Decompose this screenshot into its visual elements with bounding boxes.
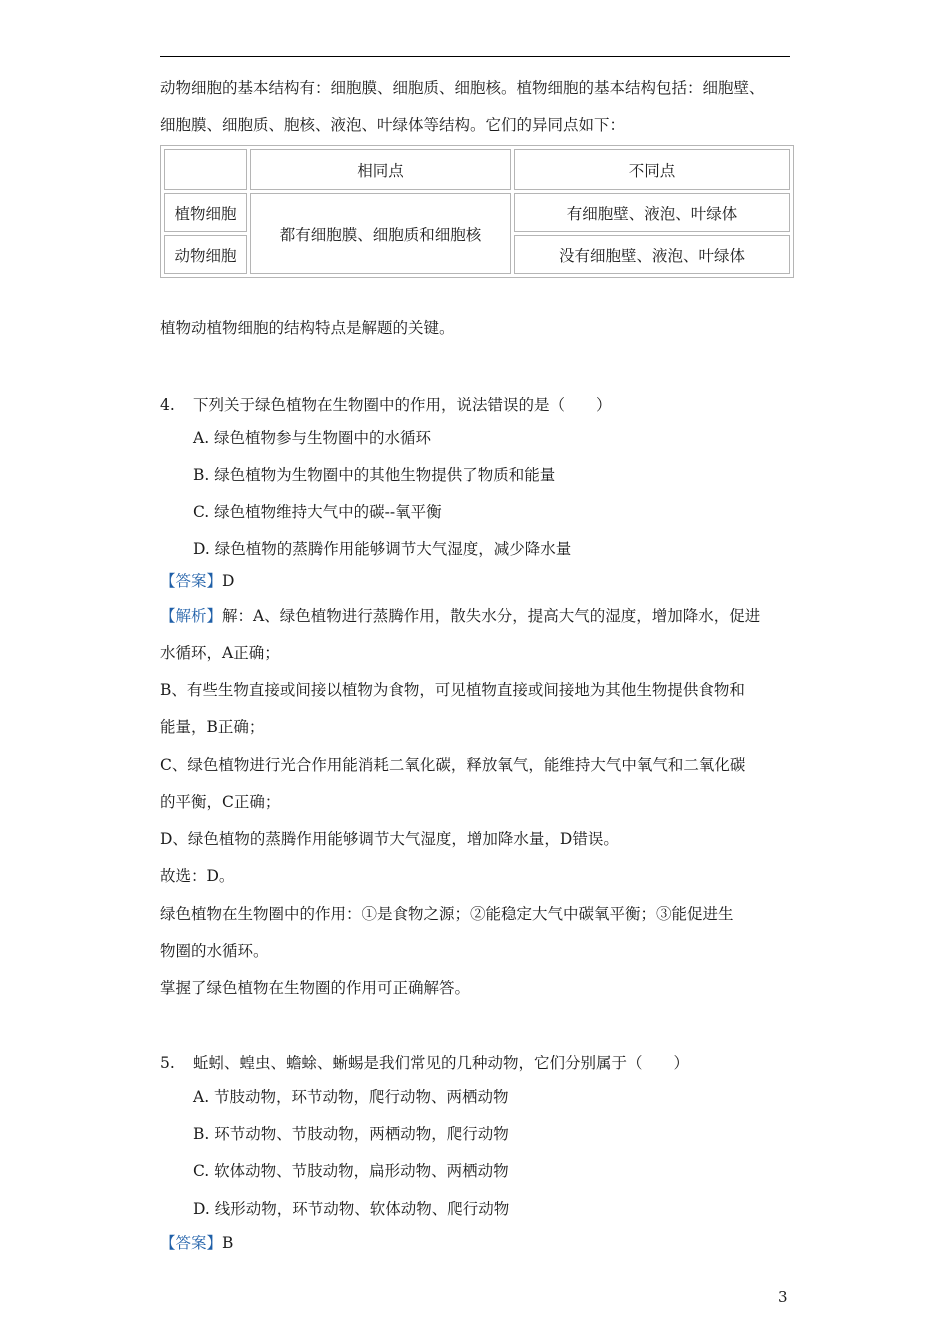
q4-option-b: B. 绿色植物为生物圈中的其他生物提供了物质和能量 [193,466,556,484]
header-rule [160,56,790,57]
page-number: 3 [778,1288,788,1306]
intro-line-1: 动物细胞的基本结构有：细胞膜、细胞质、细胞核。植物细胞的基本结构包括：细胞壁、 [160,79,765,97]
comparison-table [160,145,794,278]
table-diff-animal: 没有细胞壁、液泡、叶绿体 [514,235,790,274]
table-corner-cell [164,149,247,190]
q4-analysis-tag: 【解析】 [160,607,223,625]
q5-answer-tag: 【答案】 [160,1234,223,1252]
q5-option-c: C. 软体动物、节肢动物，扁形动物、两栖动物 [193,1162,509,1180]
q5-stem: 蚯蚓、蝗虫、蟾蜍、蜥蜴是我们常见的几种动物，它们分别属于（ ） [193,1054,690,1072]
q4-answer [160,571,234,591]
q4-analysis-line-6: 的平衡，C正确； [160,793,281,811]
q4-option-d: D. 绿色植物的蒸腾作用能够调节大气湿度，减少降水量 [193,540,572,558]
q4-analysis-line-1 [160,606,760,626]
q4-analysis-line-2: 水循环，A正确； [160,644,280,662]
intro-line-2: 细胞膜、细胞质、胞核、液泡、叶绿体等结构。它们的异同点如下： [160,116,626,134]
q4-option-a: A. 绿色植物参与生物圈中的水循环 [193,429,432,447]
table-row-label-plant: 植物细胞 [164,193,247,232]
table-diff-plant: 有细胞壁、液泡、叶绿体 [514,193,790,232]
table-same-cell: 都有细胞膜、细胞质和细胞核 [250,193,511,274]
q4-analysis-line-8: 故选：D。 [160,867,235,885]
table-row-label-animal: 动物细胞 [164,235,247,274]
q4-analysis-line-5: C、绿色植物进行光合作用能消耗二氧化碳，释放氧气，能维持大气中氧气和二氧化碳 [160,756,746,774]
q5-option-a: A. 节肢动物，环节动物，爬行动物、两栖动物 [193,1088,509,1106]
table-header-diff: 不同点 [514,149,790,190]
key-point-text: 植物动植物细胞的结构特点是解题的关键。 [160,319,455,337]
q4-analysis-line-7: D、绿色植物的蒸腾作用能够调节大气湿度，增加降水量，D错误。 [160,830,619,848]
q4-analysis-line-10: 物圈的水循环。 [160,942,269,960]
q4-analysis-line-3: B、有些生物直接或间接以植物为食物，可见植物直接或间接地为其他生物提供食物和 [160,681,745,699]
q5-option-d: D. 线形动物，环节动物、软体动物、爬行动物 [193,1200,510,1218]
q4-stem: 下列关于绿色植物在生物圈中的作用，说法错误的是（ ） [193,396,612,414]
q4-answer-value: D [222,572,235,590]
q4-answer-tag: 【答案】 [160,572,223,590]
q5-answer-value: B [222,1234,234,1252]
q5-number: 5. [160,1054,175,1072]
table-header-same: 相同点 [250,149,511,190]
q4-analysis-line-4: 能量，B正确； [160,718,265,736]
q4-analysis-line-11: 掌握了绿色植物在生物圈的作用可正确解答。 [160,979,471,997]
q4-option-c: C. 绿色植物维持大气中的碳--氧平衡 [193,503,442,521]
q4-analysis-line-9: 绿色植物在生物圈中的作用：①是食物之源；②能稳定大气中碳氧平衡；③能促进生 [160,905,734,923]
q4-analysis-text-1: 解：A、绿色植物进行蒸腾作用，散失水分，提高大气的湿度，增加降水，促进 [222,607,761,625]
q4-number: 4. [160,396,175,414]
q5-answer [160,1233,233,1253]
q5-option-b: B. 环节动物、节肢动物，两栖动物，爬行动物 [193,1125,509,1143]
